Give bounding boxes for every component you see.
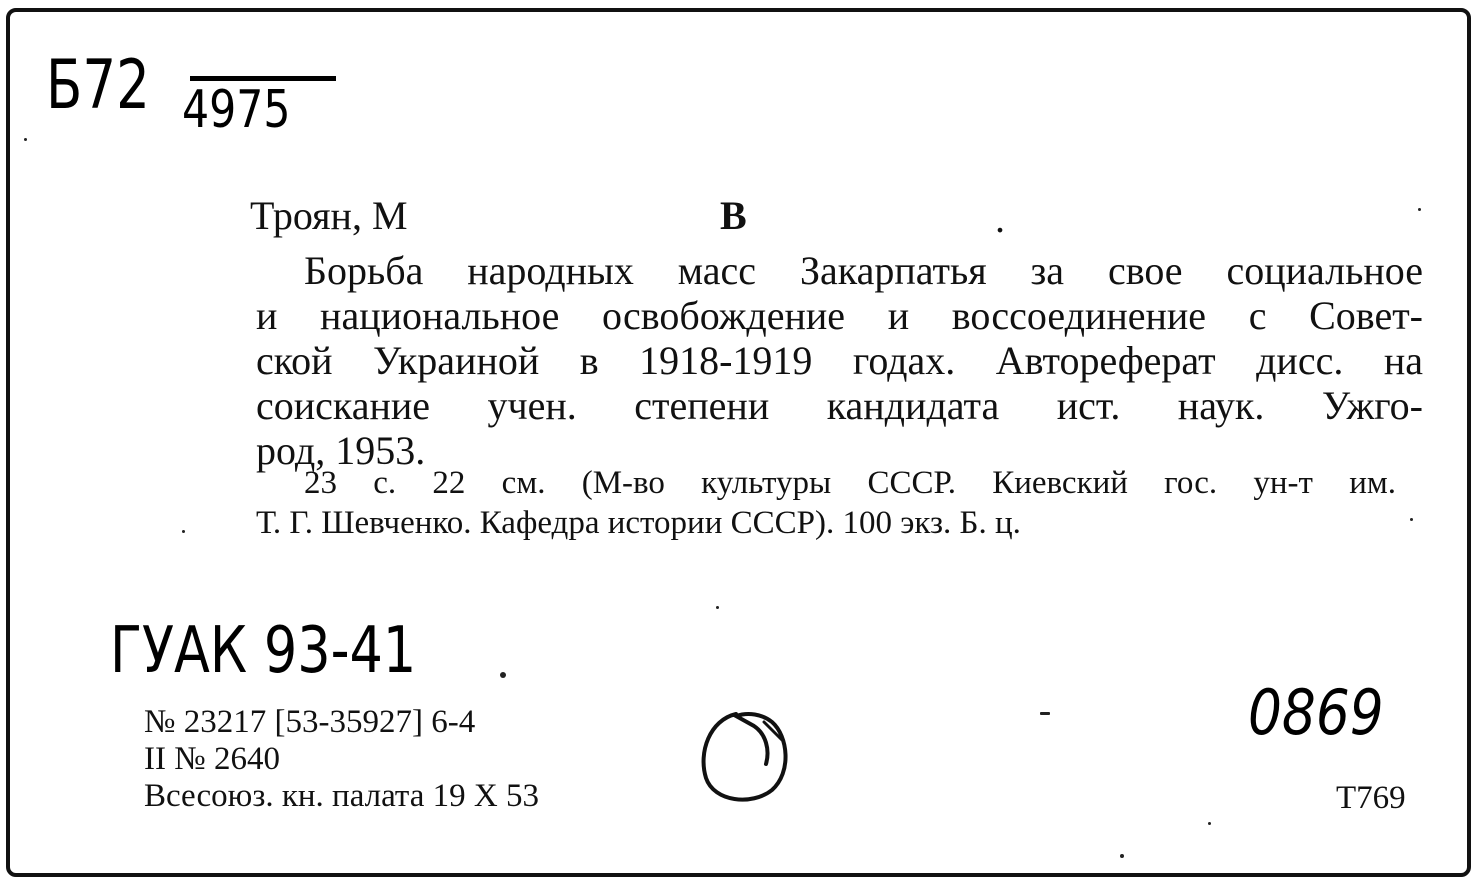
scan-speck (716, 606, 719, 609)
title-line: ской Украиной в 1918-1919 годах. Автореферат дисс. на (256, 338, 1423, 383)
card-code-printed: Т769 (1336, 780, 1406, 816)
scan-speck (500, 672, 506, 678)
shelf-mark-number: 4975 (182, 80, 291, 140)
shelf-mark-main: Б72 (46, 46, 150, 125)
scan-speck (1208, 822, 1211, 825)
collation (256, 463, 1396, 543)
scan-speck (182, 530, 185, 533)
title-description (256, 248, 1423, 473)
author-name: Троян, М (250, 193, 408, 238)
collation-line: Т. Г. Шевченко. Кафедра истории СССР). 100 экз. Б. ц. (256, 505, 1021, 541)
title-line: род, 1953. (256, 428, 426, 473)
author-dot: . (995, 196, 1005, 241)
collation-line: 23 с. 22 см. (М-во культуры СССР. Киевский гос. ун-т им. (304, 465, 1396, 501)
scan-speck (1418, 208, 1421, 211)
title-line: Борьба народных масс Закарпатья за свое социальное (304, 248, 1423, 293)
catalog-card (6, 8, 1471, 877)
card-code-handwritten: 0869 (1248, 676, 1384, 749)
registration-info (144, 704, 539, 815)
author-initial: В (720, 193, 747, 238)
title-line: соискание учен. степени кандидата ист. наук. Ужго- (256, 383, 1423, 428)
scan-speck (1120, 854, 1124, 858)
title-line: и национальное освобождение и воссоединение с Совет- (256, 293, 1423, 338)
registration-line: II № 2640 (144, 741, 280, 777)
scan-speck (1040, 712, 1050, 715)
circle-stamp-mark (696, 706, 796, 810)
scan-speck (1410, 518, 1413, 521)
registration-line: Всесоюз. кн. палата 19 X 53 (144, 778, 539, 814)
handwritten-code: ГУАК 93-41 (110, 614, 417, 688)
scan-speck (24, 138, 27, 141)
registration-line: № 23217 [53-35927] 6-4 (144, 704, 476, 740)
